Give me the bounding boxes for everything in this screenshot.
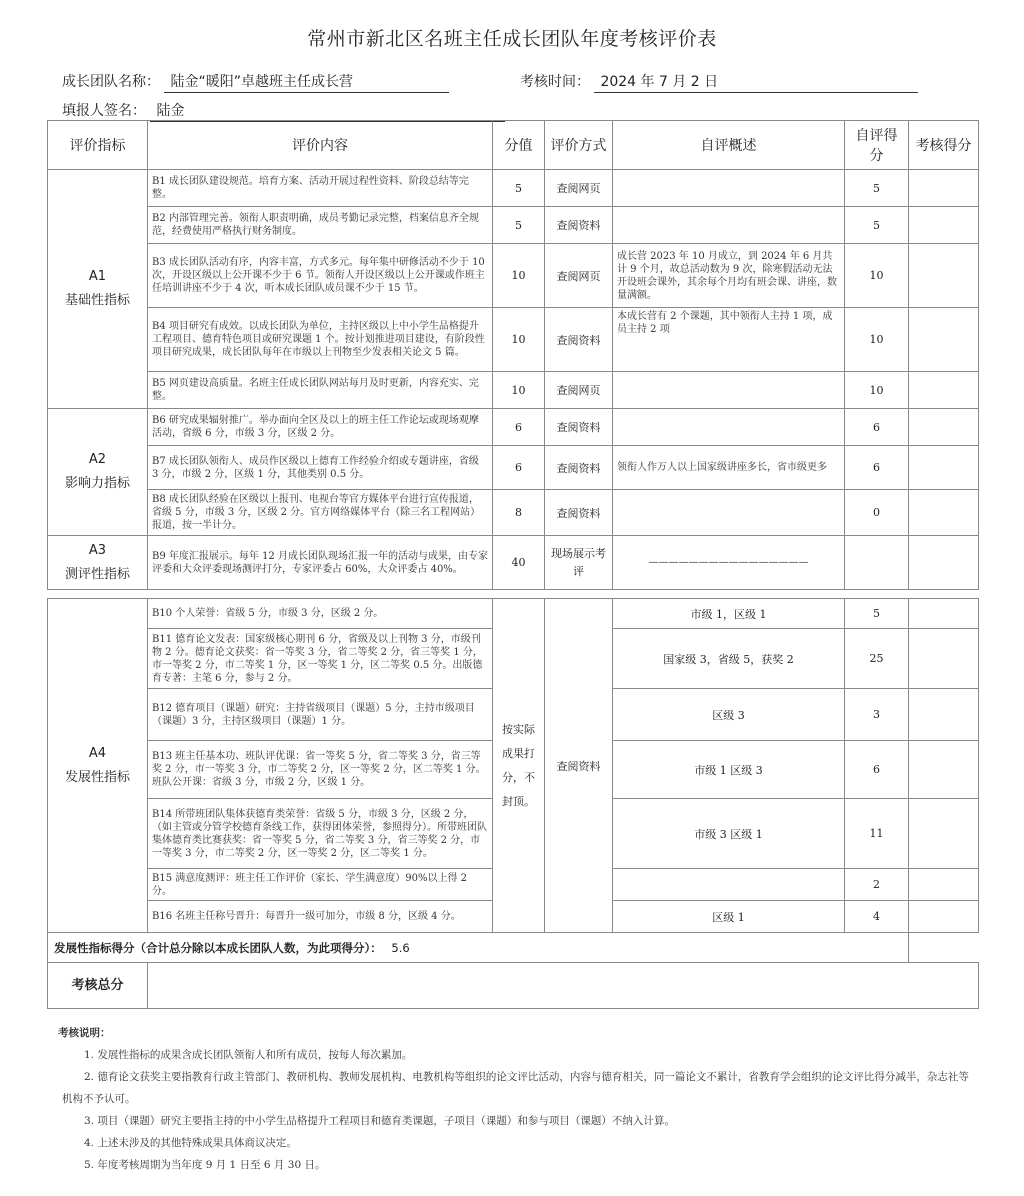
team-name-value: 陆金“暖阳”卓越班主任成长营: [164, 71, 449, 93]
row-self-score: 5: [845, 599, 909, 629]
row-content: B14 所带班团队集体获德育类荣誉：省级 5 分，市级 3 分，区级 2 分，（如主管或分管学校德育条线工作，获得团体荣誉，参照得分）。所带班团队集体德育类比赛获奖：省一等奖 5 分，省二等奖 3 分，省三等奖 2 分，市一等奖 3 分，市二等奖 2 分，区一等奖 2 分，区二等奖 1 分。: [148, 799, 493, 869]
table-row: [48, 599, 979, 629]
group-name: 发展性指标: [64, 769, 130, 785]
row-content: B1 成长团队建设规范。培育方案、活动开展过程性资料、阶段总结等完整。: [148, 170, 493, 207]
row-content: B4 项目研究有成效。以成长团队为单位，主持区级以上中小学生品格提升工程项目、德育特色项目或研究课题 1 个。按计划推进项目建设，有阶段性项目研究成果，成长团队每年在市级以上刊物至少发表相关论文 5 篇。: [148, 308, 493, 372]
row-self-score: 11: [845, 799, 909, 869]
team-name-label: 成长团队名称：: [62, 74, 160, 90]
row-self-score: 10: [845, 308, 909, 372]
header-content: 评价内容: [148, 121, 493, 170]
row-content: B16 名班主任称号晋升：每晋升一级可加分，市级 8 分，区级 4 分。: [148, 901, 493, 933]
row-assessment-score[interactable]: [909, 901, 979, 933]
row-method: 现场展示考评: [545, 536, 613, 590]
row-self-score: [845, 536, 909, 590]
row-content: B11 德育论文发表：国家级核心期刊 6 分，省级及以上刊物 3 分，市级刊物 2 分。德育论文获奖：省一等奖 3 分，省二等奖 2 分，省三等奖 1 分，市一等奖 2 分，市二等奖 1 分，区一等奖 1 分，区二等奖 0.5 分。出版德育专著：主笔 6 分，参与 2 分。: [148, 629, 493, 689]
row-score: 6: [493, 446, 545, 490]
row-assessment-score[interactable]: [909, 599, 979, 629]
row-assessment-score[interactable]: [909, 490, 979, 536]
row-summary: [613, 490, 845, 536]
group-a2: [48, 409, 148, 536]
row-assessment-score[interactable]: [909, 409, 979, 446]
row-method: 查阅网页: [545, 170, 613, 207]
row-method: 查阅网页: [545, 372, 613, 409]
assessment-notes: [58, 1022, 972, 1176]
total-score-row: [48, 963, 979, 1009]
row-summary: 国家级 3，省级 5，获奖 2: [613, 629, 845, 689]
row-content: B15 满意度测评：班主任工作评价（家长、学生满意度）90%以上得 2 分。: [148, 869, 493, 901]
row-self-score: 6: [845, 446, 909, 490]
row-summary: 市级 3 区级 1: [613, 799, 845, 869]
row-assessment-score[interactable]: [909, 869, 979, 901]
total-score-value[interactable]: [148, 963, 979, 1009]
dev-total-value: 5.6: [391, 940, 410, 955]
group-name: 影响力指标: [64, 476, 130, 491]
row-summary: 市级 1 区级 3: [613, 741, 845, 799]
row-assessment-score[interactable]: [909, 207, 979, 244]
row-score: 5: [493, 170, 545, 207]
row-summary: 成长营 2023 年 10 月成立，到 2024 年 6 月共计 9 个月，故总活动数为 9 次，除寒假活动无法开设班会课外，其余每个月均有班会课、讲座，数量满额。: [613, 244, 845, 308]
row-score: 6: [493, 409, 545, 446]
assessment-time-label: 考核时间：: [520, 74, 590, 90]
header-self-summary: 自评概述: [613, 121, 845, 170]
filler-signature: 陆金: [150, 100, 505, 122]
dev-method: 查阅资料: [545, 599, 613, 933]
page-title: 常州市新北区名班主任成长团队年度考核评价表: [307, 28, 717, 50]
group-name: 测评性指标: [64, 566, 130, 582]
dev-total-row: [48, 933, 979, 963]
row-method: 查阅资料: [545, 490, 613, 536]
row-self-score: 4: [845, 901, 909, 933]
dev-total-label: 发展性指标得分（合计总分除以本成长团队人数，为此项得分）：: [54, 940, 382, 955]
row-summary: [613, 869, 845, 901]
table-row: [48, 409, 979, 446]
table-row: [48, 490, 979, 536]
row-method: 查阅资料: [545, 207, 613, 244]
team-name-row: [62, 71, 449, 93]
header-score: 分值: [493, 121, 545, 170]
row-summary: [613, 207, 845, 244]
assessment-time-value: 2024 年 7 月 2 日: [594, 71, 918, 93]
assessment-time-row: [520, 71, 918, 93]
table-row: [48, 170, 979, 207]
row-score: 8: [493, 490, 545, 536]
row-assessment-score[interactable]: [909, 446, 979, 490]
row-self-score: 25: [845, 629, 909, 689]
row-method: 查阅网页: [545, 244, 613, 308]
row-assessment-score[interactable]: [909, 308, 979, 372]
row-summary: [613, 409, 845, 446]
row-summary: 市级 1，区级 1: [613, 599, 845, 629]
group-code: A2: [88, 452, 107, 467]
row-assessment-score[interactable]: [909, 799, 979, 869]
row-method: 查阅资料: [545, 409, 613, 446]
row-self-score: 6: [845, 409, 909, 446]
dev-score-rule: 按实际成果打分，不封顶。: [493, 599, 545, 933]
row-score: 40: [493, 536, 545, 590]
row-summary: 区级 3: [613, 689, 845, 741]
total-score-label: 考核总分: [48, 963, 148, 1009]
header-self-score: 自评得分: [845, 121, 909, 170]
dev-total-cell: [48, 933, 909, 963]
row-assessment-score[interactable]: [909, 170, 979, 207]
group-code: A3: [88, 542, 107, 558]
header-assessment-score: 考核得分: [909, 121, 979, 170]
table-row: [48, 372, 979, 409]
group-a1: [48, 170, 148, 409]
row-content: B13 班主任基本功、班队评优课：省一等奖 5 分，省二等奖 3 分，省三等奖 2 分，市一等奖 3 分，市二等奖 2 分，区一等奖 2 分，区二等奖 1 分。班队公开课：省级 3 分，市级 2 分，区级 1 分。: [148, 741, 493, 799]
row-content: B8 成长团队经验在区级以上报刊、电视台等官方媒体平台进行宣传报道，省级 5 分，市级 3 分，区级 2 分。官方网络媒体平台（除三名工程网站）报道，按一半计分。: [148, 490, 493, 536]
row-score: 10: [493, 308, 545, 372]
table-row: [48, 207, 979, 244]
row-self-score: 5: [845, 170, 909, 207]
header-method: 评价方式: [545, 121, 613, 170]
row-self-score: 3: [845, 689, 909, 741]
group-a4: [48, 599, 148, 933]
table-row: [48, 308, 979, 372]
row-summary: 区级 1: [613, 901, 845, 933]
row-assessment-score[interactable]: [909, 689, 979, 741]
group-name: 基础性指标: [64, 293, 130, 308]
row-content: B9 年度汇报展示。每年 12 月成长团队现场汇报一年的活动与成果，由专家评委和大众评委现场测评打分，专家评委占 60%，大众评委占 40%。: [148, 536, 493, 590]
row-content: B12 德育项目（课题）研究：主持省级项目（课题）5 分，主持市级项目（课题）3 分，主持区级项目（课题）1 分。: [148, 689, 493, 741]
row-self-score: 2: [845, 869, 909, 901]
note-item: 1. 发展性指标的成果含成长团队领衔人和所有成员，按每人每次累加。: [84, 1049, 413, 1061]
filler-label: 填报人签名：: [62, 103, 146, 119]
table-header-row: [48, 121, 979, 170]
row-score: 5: [493, 207, 545, 244]
note-item: 4. 上述未涉及的其他特殊成果具体商议决定。: [84, 1137, 297, 1149]
group-code: A4: [88, 745, 107, 761]
evaluation-table-upper: [47, 120, 979, 590]
evaluation-table-lower: [47, 598, 979, 1009]
note-item: 3. 项目（课题）研究主要指主持的中小学生品格提升工程项目和德育类课题，子项目（课题）和参与项目（课题）不纳入计算。: [84, 1115, 675, 1127]
row-method: 查阅资料: [545, 446, 613, 490]
group-code: A1: [88, 269, 107, 284]
row-method: 查阅资料: [545, 308, 613, 372]
row-content: B2 内部管理完善。领衔人职责明确，成员考勤记录完整，档案信息齐全规范，经费使用严格执行财务制度。: [148, 207, 493, 244]
row-summary: ————————————————: [613, 536, 845, 590]
row-content: B7 成长团队领衔人、成员作区级以上德育工作经验介绍或专题讲座，省级 3 分，市级 2 分，区级 1 分，其他类别 0.5 分。: [148, 446, 493, 490]
note-item: 5. 年度考核周期为当年度 9 月 1 日至 6 月 30 日。: [84, 1159, 326, 1171]
table-row: [48, 446, 979, 490]
row-self-score: 5: [845, 207, 909, 244]
row-self-score: 10: [845, 244, 909, 308]
row-assessment-score[interactable]: [909, 372, 979, 409]
row-self-score: 6: [845, 741, 909, 799]
row-content: B3 成长团队活动有序，内容丰富，方式多元。每年集中研修活动不少于 10 次，开设区级以上公开课不少于 6 节。领衔人开设区级以上公开课或作班主任培训讲座不少于 4 次，听本成长团队成员课不少于 15 节。: [148, 244, 493, 308]
header-indicator: 评价指标: [48, 121, 148, 170]
table-row: [48, 536, 979, 590]
row-assessment-score[interactable]: [909, 741, 979, 799]
row-content: B5 网页建设高质量。名班主任成长团队网站每月及时更新，内容充实、完整。: [148, 372, 493, 409]
table-row: [48, 244, 979, 308]
row-summary: [613, 372, 845, 409]
row-assessment-score[interactable]: [909, 244, 979, 308]
row-assessment-score[interactable]: [909, 536, 979, 590]
filler-row: [62, 100, 505, 122]
note-item: 2. 德育论文获奖主要指教育行政主管部门、教研机构、教师发展机构、电教机构等组织的论文评比活动，内容与德育相关，同一篇论文不累计，省教育学会组织的论文评比得分减半，杂志社等机构不予认可。: [62, 1071, 969, 1105]
row-assessment-score[interactable]: [909, 629, 979, 689]
row-score: 10: [493, 244, 545, 308]
row-summary: 本成长营有 2 个课题，其中领衔人主持 1 项，成员主持 2 项: [613, 308, 845, 372]
row-summary: [613, 170, 845, 207]
row-self-score: 0: [845, 490, 909, 536]
row-score: 10: [493, 372, 545, 409]
row-content: B6 研究成果辐射推广。举办面向全区及以上的班主任工作论坛或现场观摩活动，省级 6 分，市级 3 分，区级 2 分。: [148, 409, 493, 446]
group-a3: [48, 536, 148, 590]
row-self-score: 10: [845, 372, 909, 409]
row-content: B10 个人荣誉：省级 5 分，市级 3 分，区级 2 分。: [148, 599, 493, 629]
row-summary: 领衔人作万人以上国家级讲座多长，省市级更多: [613, 446, 845, 490]
notes-heading: 考核说明：: [58, 1027, 111, 1039]
